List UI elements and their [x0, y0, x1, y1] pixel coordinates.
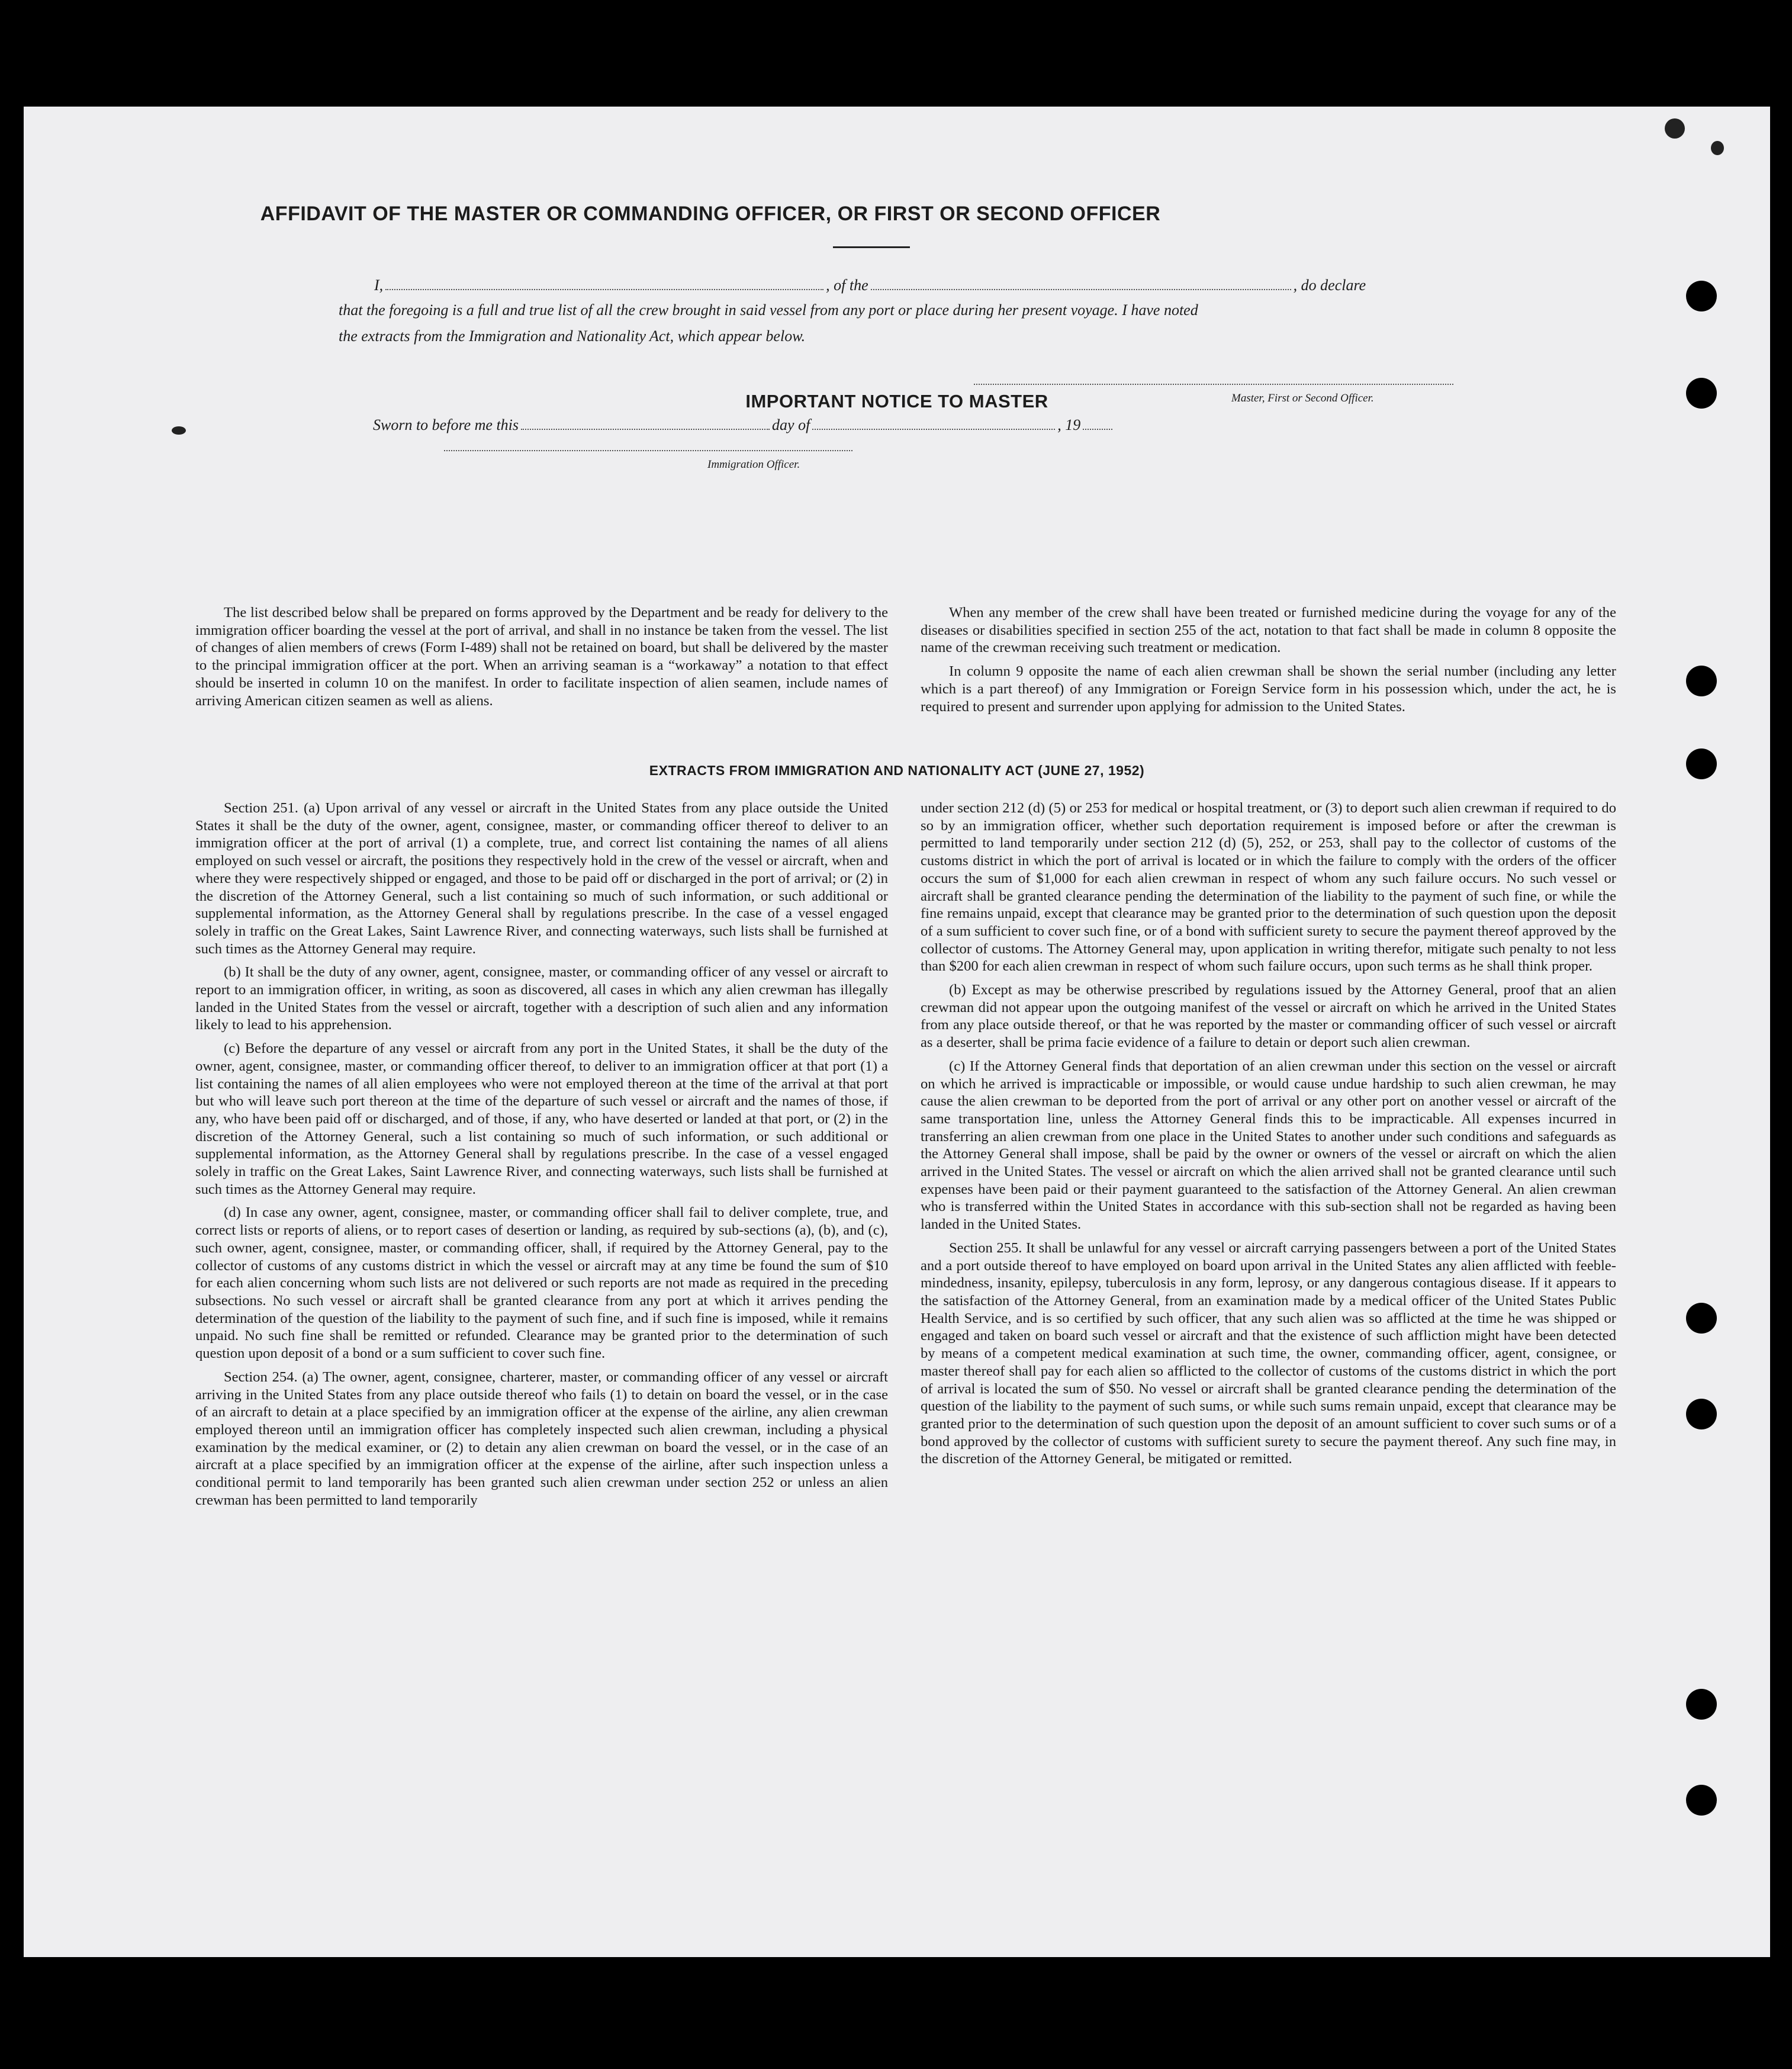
extracts-title: EXTRACTS FROM IMMIGRATION AND NATIONALITY ACT (JUNE 27, 1952): [649, 763, 1145, 778]
notice-right-paragraph-2: In column 9 opposite the name of each alien crewman shall be shown the serial number (including any letter which is a part thereof) of any Immigration or Foreign Service form in his possession which, under the act, he is required to present and surrender upon applying for admission to the United States.: [921, 663, 1616, 715]
immigration-officer-caption: Immigration Officer.: [707, 458, 800, 471]
affidavit-declaration-line: [374, 274, 1410, 297]
affidavit-of-the-label: , of the: [826, 277, 868, 294]
affidavit-line-2: that the foregoing is a full and true list of all the crew brought in said vessel from any port or place during her present voyage. I have noted: [339, 301, 1198, 319]
section-254-b: (b) Except as may be otherwise prescribed by regulations issued by the Attorney General, proof that an alien crewman did not appear upon the outgoing manifest of the vessel or aircraft on which he arrived in the United States from any place outside thereof, or that he was reported by the master or commanding officer of such vessel or aircraft as a deserter, shall be prima facie evidence of a failure to detain or deport such alien crewman.: [921, 982, 1616, 1051]
notice-right-paragraph-1: When any member of the crew shall have been treated or furnished medicine during the voyage for any of the diseases or disabilities specified in section 255 of the act, notation to that fact shall be made in column 8 opposite the name of the crewman receiving such treatment or medication.: [921, 605, 1616, 656]
ink-speck: [172, 426, 186, 435]
name-blank-field[interactable]: [385, 287, 823, 290]
affidavit-do-declare-label: , do declare: [1293, 277, 1366, 294]
section-254-a-continued: under section 212 (d) (5) or 253 for medical or hospital treatment, or (3) to deport such alien crewman if required to do so by an immigration officer, whether such deportation requirement is imposed before or after the crewman is permitted to land temporarily under section 212 (d) (5), 252, or 253, shall pay to the collector of customs of the customs district in which the port of arrival is located or in which the failure to comply with the orders of the officer occurs the sum of $1,000 for each alien crewman in respect of whom any such failure occurs. No such vessel or aircraft shall be granted clearance pending the determination of the liability to the payment of such fine, or while the fine remains unpaid, except that clearance may be granted prior to the determination of such question upon the deposit of a sum sufficient to cover such fine, or of a bond with sufficient surety to secure the payment thereof approved by the collector of customs. The Attorney General may, upon application in writing therefor, mitigate such penalty to not less than $200 for each alien crewman in respect of whom such failure occurs, upon such terms as he shall think proper.: [921, 800, 1616, 975]
notice-title: IMPORTANT NOTICE TO MASTER: [745, 391, 1048, 412]
notice-left-paragraph: The list described below shall be prepared on forms approved by the Department and be ready for delivery to the immigration officer boarding the vessel at the port of arrival, and shall in no instance be taken from the vessel. The list of changes of alien members of crews (Form I-489) shall not be retained on board, but shall be delivered by the master to the principal immigration officer at the port. When an arriving seaman is a “workaway” a notation to that effect should be inserted in column 10 on the manifest. In order to facilitate inspection of alien seamen, include names of arriving American citizen seamen as well as aliens.: [195, 605, 888, 709]
section-251-d: (d) In case any owner, agent, consignee, master, or commanding officer shall fail to deliver complete, true, and correct lists or reports of aliens, or to report cases of desertion or landing, as required by sub-sections (a), (b), and (c), such owner, agent, consignee, master, or commanding officer, shall, if required by the Attorney General, pay to the collector of customs of any customs district in which the vessel or aircraft may at any time be found the sum of $10 for each alien concerning whom such lists are not delivered or such reports are not made as required in the preceding subsections. No such vessel or aircraft shall be granted clearance from any port at which it arrives pending the determination of the question of the liability to the payment of such fine, and if such fine is imposed, while it remains unpaid. No such fine shall be remitted or refunded. Clearance may be granted prior to the determination of such question upon deposit of a bond or a sum sufficient to cover such fine.: [195, 1204, 888, 1362]
affidavit-line-3: the extracts from the Immigration and Nationality Act, which appear below.: [339, 327, 806, 345]
section-254-a: Section 254. (a) The owner, agent, consignee, charterer, master, or commanding officer of any vessel or aircraft arriving in the United States from any place outside thereof who fails (1) to detain on board the vessel, or in the case of an aircraft to detain at a place specified by an immigration officer at the expense of the airline, any alien crewman employed thereon until an immigration officer has completely inspected such alien crewman, including a physical examination by the medical examiner, or (2) to detain any alien crewman on board the vessel, or in the case of an aircraft at a place specified by an immigration officer at the expense of the airline, after such inspection unless a conditional permit to land temporarily has been granted such alien crewman under section 252 or unless an alien crewman has been permitted to land temporarily: [195, 1368, 888, 1508]
extracts-right-column: [921, 799, 1616, 1474]
sworn-day-field[interactable]: [521, 426, 770, 430]
ink-speck: [1711, 141, 1724, 155]
sworn-month-field[interactable]: [812, 426, 1055, 430]
punch-hole: [1686, 666, 1717, 696]
punch-hole: [1686, 281, 1717, 311]
punch-hole: [1686, 1303, 1717, 1334]
punch-hole: [1686, 748, 1717, 779]
punch-hole: [1686, 1399, 1717, 1429]
document-page: [24, 107, 1770, 1957]
day-of-label: day of: [772, 416, 810, 433]
master-signature-field[interactable]: [974, 384, 1453, 385]
affidavit-i-label: I,: [374, 277, 384, 294]
sworn-label: Sworn to before me this: [373, 416, 519, 433]
notice-left-column: [195, 604, 888, 715]
sworn-year-field[interactable]: [1083, 426, 1112, 430]
affidavit-title: AFFIDAVIT OF THE MASTER OR COMMANDING OFFICER, OR FIRST OR SECOND OFFICER: [260, 203, 1161, 225]
section-251-c: (c) Before the departure of any vessel or aircraft from any port in the United States, it shall be the duty of the owner, agent, consignee, master, or commanding officer thereof, to deliver to an immigration officer at that port (1) a list containing the names of all alien employees who were not employed thereon at the time of the arrival at that port but who will leave such port thereon at the time of the departure of such vessel or aircraft and the names of those, if any, who have been paid off or discharged, and of those, if any, who have deserted or landed at that port, or (2) in the discretion of the Attorney General, such a list containing so much of such information, or such additional or supplemental information, as the Attorney General shall by regulations prescribe. In the case of a vessel engaged solely in traffic on the Great Lakes, Saint Lawrence River, and connecting waterways, such lists shall be furnished at such times as the Attorney General may require.: [195, 1040, 888, 1197]
punch-hole: [1686, 378, 1717, 409]
section-251-b: (b) It shall be the duty of any owner, agent, consignee, master, or commanding officer of any vessel or aircraft to report to an immigration officer, in writing, as soon as discovered, all cases in which any alien crewman has illegally landed in the United States from the vessel or aircraft, together with a description of such alien and any information likely to lead to his apprehension.: [195, 964, 888, 1033]
ink-speck: [1665, 118, 1685, 139]
immigration-officer-signature-field[interactable]: [444, 450, 852, 451]
extracts-left-column: [195, 799, 888, 1515]
vessel-blank-field[interactable]: [871, 287, 1291, 290]
notice-right-column: [921, 604, 1616, 721]
punch-hole: [1686, 1689, 1717, 1720]
title-divider: [833, 246, 910, 248]
punch-hole: [1686, 1785, 1717, 1816]
section-254-c: (c) If the Attorney General finds that deportation of an alien crewman under this section on the vessel or aircraft on which he arrived is impracticable or impossible, or would cause undue hardship to such alien crewman, he may cause the alien crewman to be deported from the port of arrival or any other port on another vessel or aircraft of the same transportation line, unless the Attorney General finds this to be impracticable. All expenses incurred in transferring an alien crewman from one place in the United States to another under such conditions and safeguards as the Attorney General shall impose, shall be paid by the owner or owners of the vessel or aircraft on which the alien arrived in the United States. The vessel or aircraft on which the alien arrived shall not be granted clearance until such expenses have been paid or their payment guaranteed to the satisfaction of the Attorney General. An alien crewman who is transferred within the United States in accordance with this sub-section shall not be regarded as having been landed in the United States.: [921, 1058, 1616, 1233]
section-255: Section 255. It shall be unlawful for any vessel or aircraft carrying passengers between a port of the United States and a port outside thereof to have employed on board upon arrival in the United States any alien afflicted with feeble-mindedness, insanity, epilepsy, tuberculosis in any form, leprosy, or any dangerous contagious disease. If it appears to the satisfaction of the Attorney General, from an examination made by a medical officer of the United States Public Health Service, and is so certified by such officer, that any such alien was so afflicted at the time he was shipped or engaged and taken on board such vessel or aircraft and that the existence of such affliction might have been detected by means of a competent medical examination at such time, the owner, commanding officer, agent, consignee, or master thereof shall pay for each alien so afflicted to the collector of customs of the customs district in which the port of arrival is located the sum of $50. No vessel or aircraft shall be granted clearance pending the determination of the question of the liability to the payment of such sums, or while such sums remain unpaid, except that clearance may be granted prior to the determination of such question upon the deposit of an amount sufficient to cover such sums or of a bond approved by the collector of customs with sufficient surety to secure the payment thereof. Any such fine may, in the discretion of the Attorney General, be mitigated or remitted.: [921, 1239, 1616, 1467]
master-signature-caption: Master, First or Second Officer.: [1231, 392, 1374, 404]
section-251-a: Section 251. (a) Upon arrival of any vessel or aircraft in the United States from any place outside the United States it shall be the duty of the owner, agent, consignee, master, or commanding officer thereof to deliver to an immigration officer at the port of arrival (1) a complete, true, and correct list containing the names of all aliens employed on such vessel or aircraft, the positions they respectively hold in the crew of the vessel or aircraft, when and where they were respectively shipped or engaged, and those to be paid off or discharged in the port of arrival; or (2) in the discretion of the Attorney General, such a list containing so much of such information, or such additional or supplemental information, as the Attorney General shall by regulations prescribe. In the case of a vessel engaged solely in traffic on the Great Lakes, Saint Lawrence River, and connecting waterways, such lists shall be furnished at such times as the Attorney General may require.: [195, 800, 888, 957]
sworn-line: [373, 413, 1202, 437]
year-label: , 19: [1057, 416, 1081, 433]
